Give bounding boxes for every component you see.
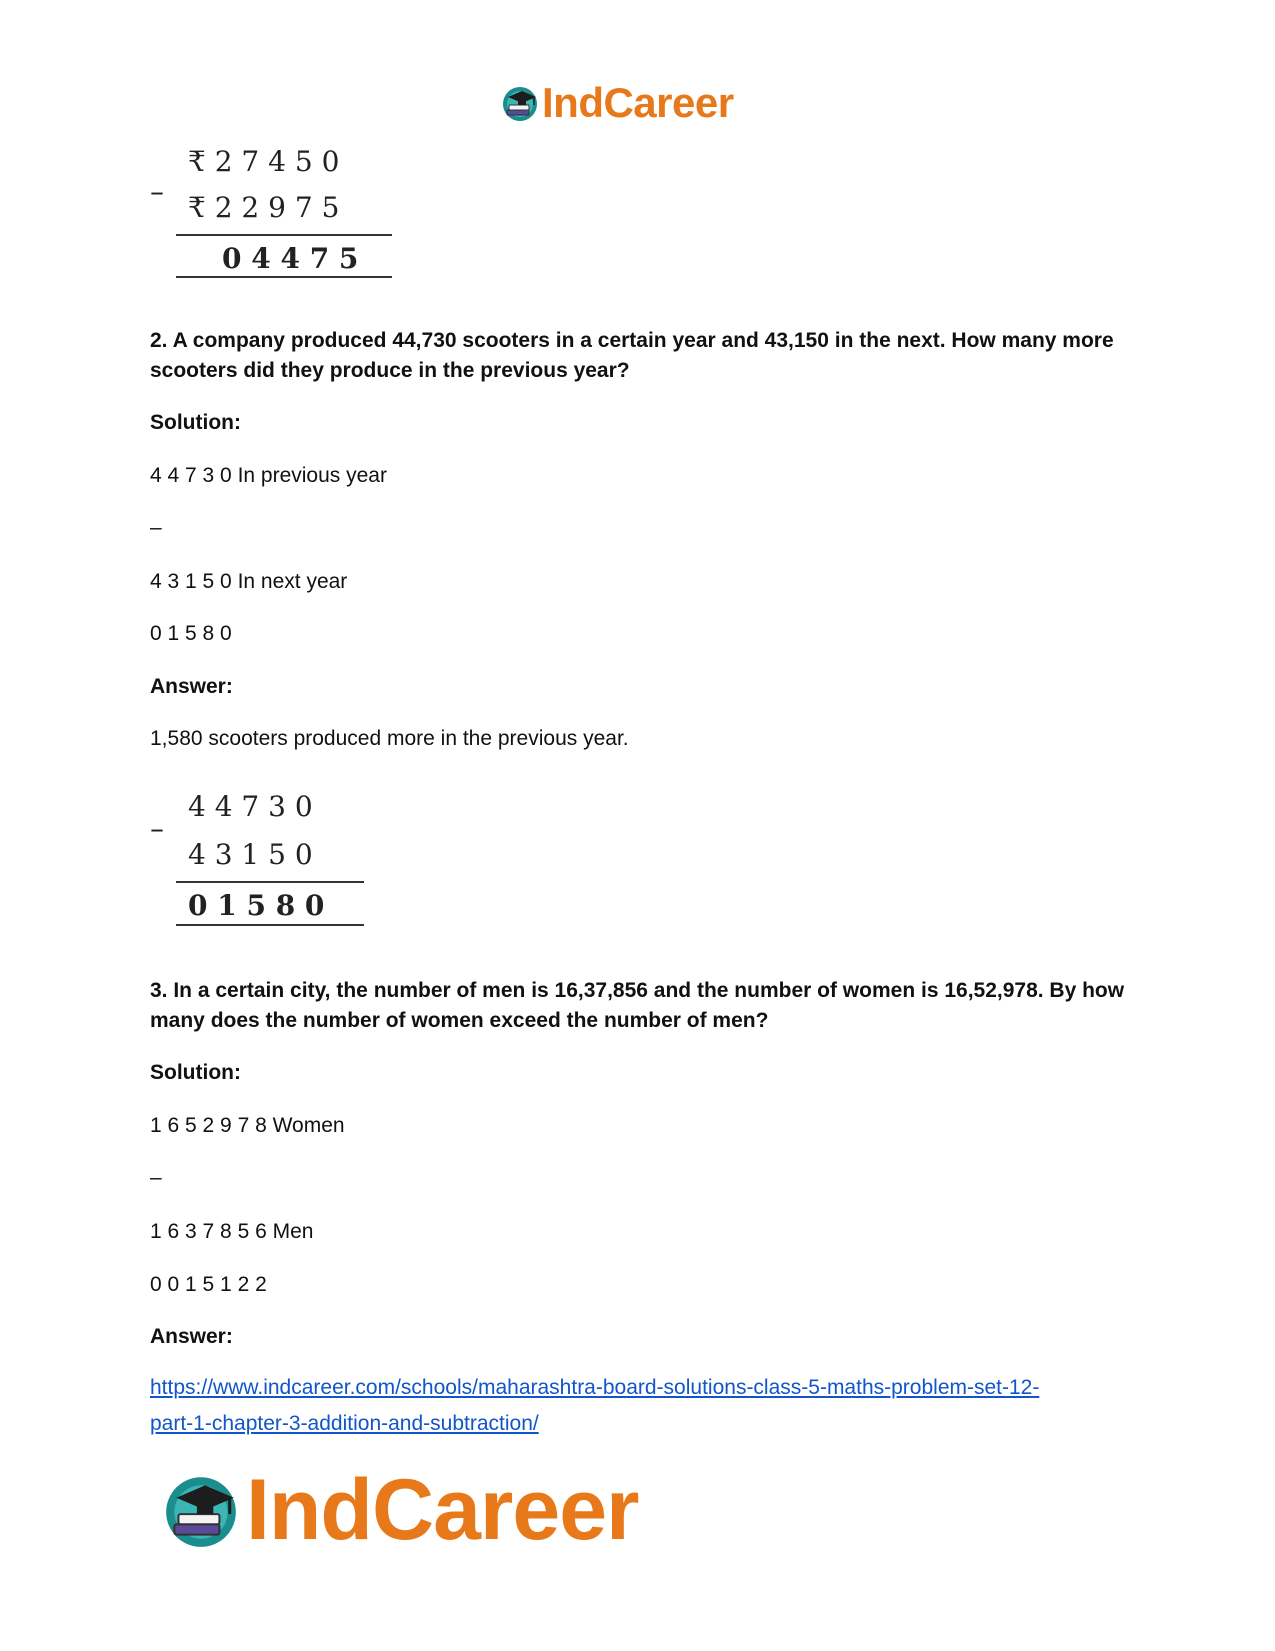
divider-line: [176, 234, 392, 236]
subtraction-calc-rupees: [150, 145, 390, 285]
divider-line: [176, 881, 364, 883]
answer-label: Answer:: [150, 1325, 233, 1348]
divider-line: [176, 924, 364, 926]
graduation-cap-books-globe-icon: [500, 83, 540, 123]
calc-row-2: 4 3 1 5 0: [188, 838, 313, 871]
minus-line: –: [150, 516, 162, 539]
minus-sign: –: [150, 812, 164, 845]
working-line: 0 1 5 8 0: [150, 622, 232, 645]
working-line: 4 3 1 5 0 In next year: [150, 570, 348, 593]
answer-label: Answer:: [150, 675, 233, 698]
footer-logo: [160, 1460, 639, 1560]
calc-row-1: 4 4 7 3 0: [188, 790, 313, 823]
working-line: 4 4 7 3 0 In previous year: [150, 464, 387, 487]
question-2: 2. A company produced 44,730 scooters in a certain year and 43,150 in the next. How many more scooters did they produce in the previous year?: [150, 329, 1114, 382]
brand-name: IndCareer: [246, 1461, 639, 1558]
footer-link-block: [150, 1370, 1150, 1442]
question-3: 3. In a certain city, the number of men is 16,37,856 and the number of women is 16,52,978. By how many does the number of women exceed the number of men?: [150, 979, 1125, 1032]
working-line: 1 6 5 2 9 7 8 Women: [150, 1114, 345, 1137]
footer-url-line-1: https://www.indcareer.com/schools/maharashtra-board-solutions-class-5-maths-problem-set-12-: [150, 1376, 1040, 1399]
divider-line: [176, 276, 392, 278]
minus-sign: –: [150, 175, 164, 208]
answer-text: 1,580 scooters produced more in the previous year.: [150, 727, 629, 750]
solution-label: Solution:: [150, 411, 241, 434]
working-line: 1 6 3 7 8 5 6 Men: [150, 1220, 314, 1243]
minus-line: –: [150, 1166, 162, 1189]
solution-label: Solution:: [150, 1061, 241, 1084]
calc-result: 0 1 5 8 0: [188, 889, 325, 922]
footer-url-line-2: part-1-chapter-3-addition-and-subtraction/: [150, 1412, 539, 1435]
calc-row-1: ₹ 2 7 4 5 0: [188, 145, 340, 178]
header-logo: [500, 78, 734, 128]
brand-name: IndCareer: [542, 79, 734, 126]
working-line: 0 0 1 5 1 2 2: [150, 1273, 267, 1296]
footer-url-link[interactable]: [150, 1376, 1039, 1435]
subtraction-calc-scooters: [150, 790, 370, 930]
calc-result: 0 4 4 7 5: [222, 242, 359, 275]
graduation-cap-books-globe-icon: [160, 1469, 242, 1551]
calc-row-2: ₹ 2 2 9 7 5: [188, 191, 340, 224]
